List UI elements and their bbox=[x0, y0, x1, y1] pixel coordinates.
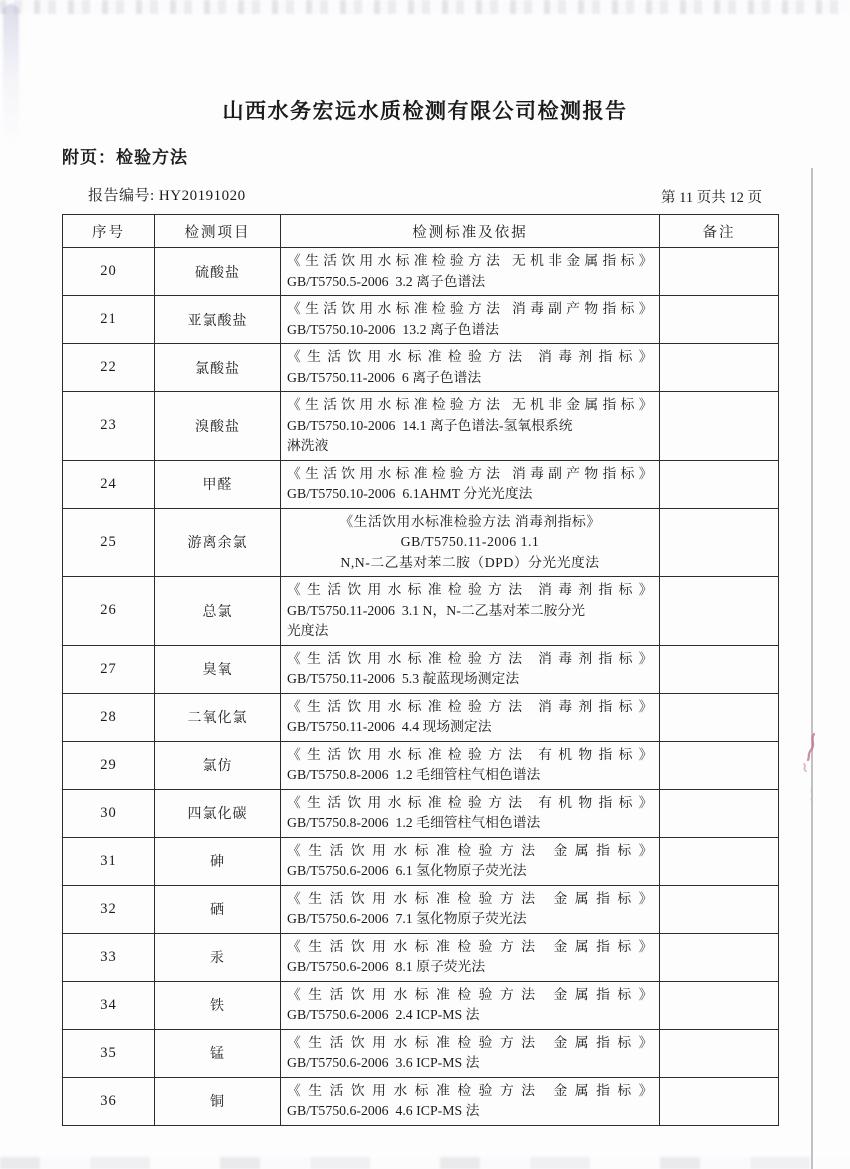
row-item: 氯酸盐 bbox=[155, 344, 281, 392]
standard-line: GB/T5750.10-2006 6.1AHMT 分光光度法 bbox=[287, 486, 533, 501]
table-row bbox=[63, 577, 779, 646]
row-item: 亚氯酸盐 bbox=[155, 296, 281, 344]
row-remark bbox=[660, 645, 779, 693]
row-remark bbox=[660, 837, 779, 885]
row-item: 汞 bbox=[155, 933, 281, 981]
standard-line: 《生活饮用水标准检验方法 金属指标》 bbox=[287, 890, 653, 906]
standard-line: GB/T5750.8-2006 1.2 毛细管柱气相色谱法 bbox=[287, 767, 541, 782]
row-no: 21 bbox=[63, 296, 155, 344]
row-item: 四氯化碳 bbox=[155, 789, 281, 837]
row-standard bbox=[281, 1077, 660, 1125]
row-no: 26 bbox=[63, 577, 155, 646]
page-indicator: 第 11 页共 12 页 bbox=[661, 190, 762, 206]
table-row bbox=[63, 885, 779, 933]
row-item: 臭氧 bbox=[155, 645, 281, 693]
row-remark bbox=[660, 789, 779, 837]
row-standard bbox=[281, 460, 660, 508]
standard-line: 《生活饮用水标准检验方法 无机非金属指标》 bbox=[287, 253, 653, 268]
row-item: 铜 bbox=[155, 1077, 281, 1125]
row-remark bbox=[660, 933, 779, 981]
row-item: 溴酸盐 bbox=[155, 392, 281, 461]
standard-line: 光度法 bbox=[287, 623, 329, 638]
standard-line: GB/T5750.11-2006 6 离子色谱法 bbox=[287, 369, 482, 385]
standard-line: GB/T5750.11-2006 3.1 N，N-二乙基对苯二胺分光 bbox=[287, 602, 586, 618]
row-item: 锰 bbox=[155, 1029, 281, 1077]
standard-line: 《生活饮用水标准检验方法 有机物指标》 bbox=[287, 794, 653, 810]
row-standard bbox=[281, 248, 660, 296]
row-standard bbox=[281, 508, 660, 577]
row-standard bbox=[281, 392, 660, 461]
row-standard bbox=[281, 741, 660, 789]
standard-line: GB/T5750.6-2006 3.6 ICP-MS 法 bbox=[287, 1055, 480, 1070]
row-item: 游离余氯 bbox=[155, 508, 281, 577]
table-row bbox=[63, 1029, 779, 1077]
row-no: 23 bbox=[63, 392, 155, 461]
table-row bbox=[63, 693, 779, 741]
row-standard bbox=[281, 296, 660, 344]
table-row bbox=[63, 741, 779, 789]
standard-line: GB/T5750.6-2006 7.1 氢化物原子荧光法 bbox=[287, 911, 527, 926]
standard-line: 《生活饮用水标准检验方法 金属指标》 bbox=[287, 1034, 653, 1050]
table-row bbox=[63, 933, 779, 981]
table-header-row bbox=[63, 215, 779, 248]
row-standard bbox=[281, 837, 660, 885]
report-number-value: HY20191020 bbox=[158, 188, 246, 204]
row-standard bbox=[281, 577, 660, 646]
row-no: 33 bbox=[63, 933, 155, 981]
table-row bbox=[63, 981, 779, 1029]
row-no: 22 bbox=[63, 344, 155, 392]
row-remark bbox=[660, 344, 779, 392]
methods-table-body bbox=[63, 248, 779, 1126]
row-item: 二氧化氯 bbox=[155, 693, 281, 741]
report-number-label: 报告编号: bbox=[88, 188, 155, 204]
standard-line: 《生活饮用水标准检验方法 消毒剂指标》 bbox=[287, 698, 653, 714]
header-remark: 备注 bbox=[660, 215, 779, 248]
standard-line: 《生活饮用水标准检验方法 消毒剂指标》 bbox=[339, 513, 601, 529]
table-row bbox=[63, 392, 779, 461]
standard-line: 《生活饮用水标准检验方法 消毒剂指标》 bbox=[287, 582, 653, 597]
row-no: 32 bbox=[63, 885, 155, 933]
standard-line: GB/T5750.11-2006 5.3 靛蓝现场测定法 bbox=[287, 671, 520, 686]
row-no: 29 bbox=[63, 741, 155, 789]
row-no: 20 bbox=[63, 248, 155, 296]
standard-line: 《生活饮用水标准检验方法 金属指标》 bbox=[287, 986, 653, 1002]
pen-scribble-mark bbox=[796, 730, 822, 813]
row-standard bbox=[281, 693, 660, 741]
document-title: 山西水务宏远水质检测有限公司检测报告 bbox=[222, 99, 628, 123]
standard-line: GB/T5750.6-2006 6.1 氢化物原子荧光法 bbox=[287, 863, 527, 878]
table-row bbox=[63, 837, 779, 885]
row-no: 28 bbox=[63, 693, 155, 741]
standard-line: GB/T5750.6-2006 8.1 原子荧光法 bbox=[287, 959, 486, 974]
standard-line: 《生活饮用水标准检验方法 无机非金属指标》 bbox=[287, 397, 653, 412]
row-no: 31 bbox=[63, 837, 155, 885]
scan-edge-top bbox=[0, 0, 850, 14]
table-row bbox=[63, 344, 779, 392]
row-item: 甲醛 bbox=[155, 460, 281, 508]
methods-table bbox=[62, 214, 779, 1126]
table-row bbox=[63, 645, 779, 693]
table-row bbox=[63, 460, 779, 508]
standard-line: 《生活饮用水标准检验方法 消毒副产物指标》 bbox=[287, 465, 653, 481]
standard-line: GB/T5750.11-2006 4.4 现场测定法 bbox=[287, 719, 492, 734]
standard-line: N,N-二乙基对苯二胺（DPD）分光光度法 bbox=[340, 554, 600, 570]
row-no: 30 bbox=[63, 789, 155, 837]
standard-line: GB/T5750.11-2006 1.1 bbox=[400, 534, 540, 549]
header-no: 序号 bbox=[63, 215, 155, 248]
standard-line: 《生活饮用水标准检验方法 消毒剂指标》 bbox=[287, 349, 653, 364]
row-remark bbox=[660, 508, 779, 577]
standard-line: GB/T5750.5-2006 3.2 离子色谱法 bbox=[287, 273, 486, 289]
row-remark bbox=[660, 248, 779, 296]
row-item: 硫酸盐 bbox=[155, 248, 281, 296]
row-remark bbox=[660, 460, 779, 508]
standard-line: 《生活饮用水标准检验方法 消毒剂指标》 bbox=[287, 650, 653, 666]
row-no: 36 bbox=[63, 1077, 155, 1125]
row-no: 24 bbox=[63, 460, 155, 508]
row-remark bbox=[660, 296, 779, 344]
header-item: 检测项目 bbox=[155, 215, 281, 248]
standard-line: 《生活饮用水标准检验方法 金属指标》 bbox=[287, 842, 653, 858]
table-row bbox=[63, 508, 779, 577]
row-remark bbox=[660, 1077, 779, 1125]
standard-line: GB/T5750.8-2006 1.2 毛细管柱气相色谱法 bbox=[287, 815, 541, 830]
table-row bbox=[63, 296, 779, 344]
standard-line: 《生活饮用水标准检验方法 金属指标》 bbox=[287, 1082, 653, 1098]
row-standard bbox=[281, 933, 660, 981]
standard-line: GB/T5750.10-2006 14.1 离子色谱法-氢氧根系统 bbox=[287, 417, 573, 433]
row-remark bbox=[660, 693, 779, 741]
row-no: 35 bbox=[63, 1029, 155, 1077]
scan-edge-bottom bbox=[0, 1157, 850, 1169]
row-no: 25 bbox=[63, 508, 155, 577]
standard-line: 《生活饮用水标准检验方法 消毒副产物指标》 bbox=[287, 301, 653, 316]
row-item: 硒 bbox=[155, 885, 281, 933]
row-remark bbox=[660, 577, 779, 646]
row-standard bbox=[281, 981, 660, 1029]
standard-line: 《生活饮用水标准检验方法 有机物指标》 bbox=[287, 746, 653, 762]
standard-line: GB/T5750.6-2006 2.4 ICP-MS 法 bbox=[287, 1007, 480, 1022]
row-no: 27 bbox=[63, 645, 155, 693]
row-remark bbox=[660, 981, 779, 1029]
row-standard bbox=[281, 789, 660, 837]
standard-line: 《生活饮用水标准检验方法 金属指标》 bbox=[287, 938, 653, 954]
standard-line: GB/T5750.10-2006 13.2 离子色谱法 bbox=[287, 321, 499, 337]
standard-line: 淋洗液 bbox=[287, 438, 329, 453]
row-standard bbox=[281, 645, 660, 693]
page-edge-line bbox=[811, 168, 813, 1169]
table-row bbox=[63, 248, 779, 296]
standard-line: GB/T5750.6-2006 4.6 ICP-MS 法 bbox=[287, 1103, 480, 1118]
row-item: 砷 bbox=[155, 837, 281, 885]
row-item: 总氯 bbox=[155, 577, 281, 646]
row-item: 铁 bbox=[155, 981, 281, 1029]
appendix-heading: 附页：检验方法 bbox=[62, 148, 188, 167]
header-standard: 检测标准及依据 bbox=[281, 215, 660, 248]
row-standard bbox=[281, 885, 660, 933]
row-item: 氯仿 bbox=[155, 741, 281, 789]
row-no: 34 bbox=[63, 981, 155, 1029]
row-standard bbox=[281, 1029, 660, 1077]
row-remark bbox=[660, 885, 779, 933]
row-remark bbox=[660, 741, 779, 789]
row-remark bbox=[660, 392, 779, 461]
row-remark bbox=[660, 1029, 779, 1077]
row-standard bbox=[281, 344, 660, 392]
table-row bbox=[63, 789, 779, 837]
report-number bbox=[88, 184, 246, 205]
table-row bbox=[63, 1077, 779, 1125]
